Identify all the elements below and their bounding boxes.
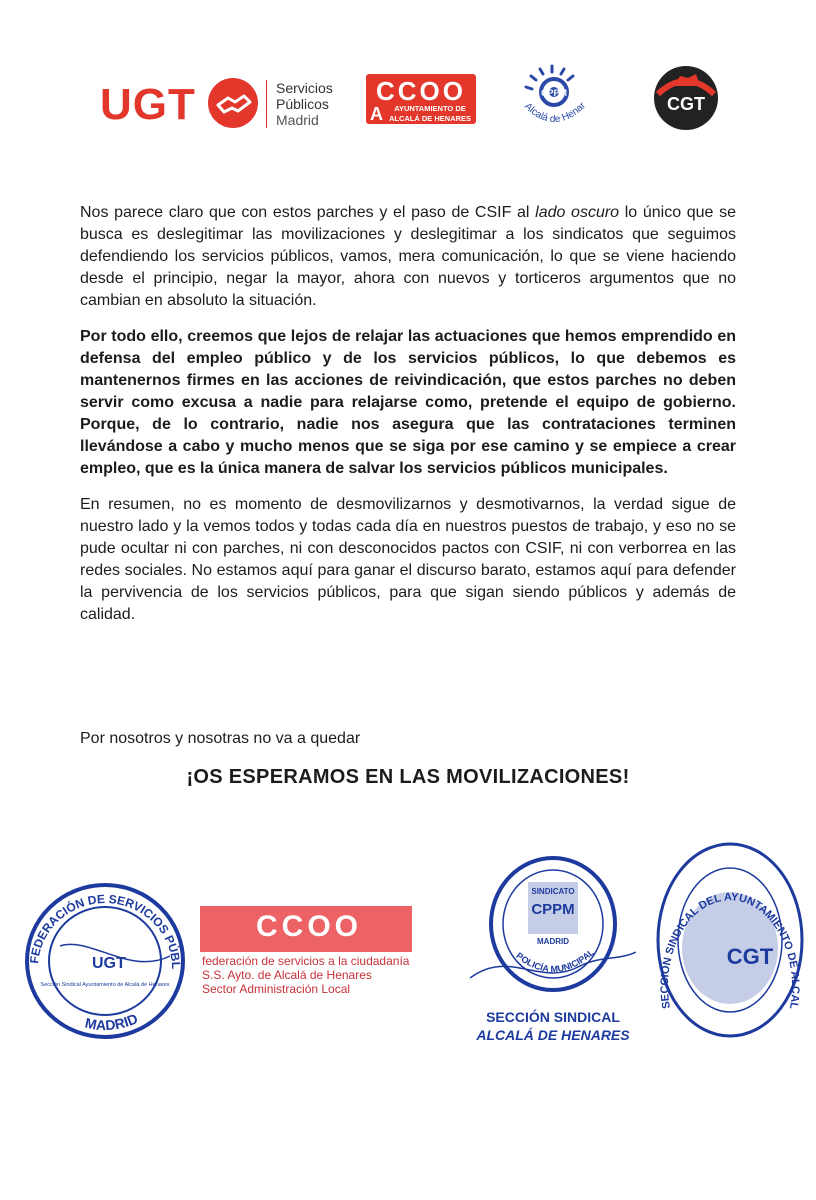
cgt-stamp: [640, 838, 810, 1053]
cppm-logo: [512, 62, 592, 132]
letter-body: [80, 202, 736, 640]
handshake-icon: [208, 78, 258, 128]
svg-text:Alcalá de Henares: Alcalá de Henar: [522, 100, 589, 126]
cppm-emblem-icon: [512, 62, 592, 132]
ugt-divider: [266, 80, 267, 128]
svg-text:Sección Sindical Ayuntamiento: Sección Sindical Ayuntamiento de Alcalá de Henares: [40, 982, 170, 988]
ugt-stamp: [20, 876, 190, 1051]
ccoo-stamp: [200, 906, 412, 1008]
ccoo-wordmark: CCOO: [376, 76, 466, 106]
svg-text:SINDICATO: SINDICATO: [531, 887, 575, 896]
svg-text:CGT: CGT: [726, 944, 774, 969]
paragraph-1: Nos parece claro que con estos parches y el paso de CSIF al lado oscuro lo único que se busca es deslegitimar las movilizaciones y deslegitimar a los sindicatos que seguimos defendiendo los servicios públicos, vamos, mera comunicación, lo que se viene haciendo desde el principio, negar la mayor, ahora con nuevos y torticeros argumentos que no cambian en absoluto la situación.: [80, 204, 737, 309]
svg-text:MADRID: MADRID: [83, 1010, 140, 1034]
ccoo-stamp-wordmark: CCOO: [256, 910, 362, 943]
svg-text:CGT: CGT: [667, 94, 705, 114]
ccoo-stamp-line3: Sector Administración Local: [202, 982, 351, 996]
svg-text:POLICÍA MUNICIPAL: POLICÍA MUNICIPAL: [514, 947, 597, 975]
svg-text:CPPM: CPPM: [531, 901, 575, 918]
ccoo-logo: [366, 74, 476, 124]
ccoo-logo-line2: ALCALÁ DE HENARES: [388, 114, 472, 123]
ugt-wordmark: UGT: [100, 80, 196, 129]
ccoo-logo-line1: AYUNTAMIENTO DE: [394, 104, 466, 113]
cppm-stamp: [470, 848, 636, 1013]
ccoo-stamp-line2: S.S. Ayto. de Alcalá de Henares: [202, 968, 372, 982]
svg-text:UGT: UGT: [92, 955, 126, 972]
svg-text:CPPM: CPPM: [540, 88, 568, 98]
cgt-seal-icon: [640, 838, 810, 1048]
ccoo-a-letter: A: [370, 104, 383, 124]
italic-phrase: lado oscuro: [535, 204, 620, 221]
svg-text:MADRID: MADRID: [537, 937, 569, 946]
svg-text:FEDERACIÓN DE SERVICIOS PÚBLIC: FEDERACIÓN DE SERVICIOS PÚBL: [27, 891, 184, 970]
cppm-caption: SECCIÓN SINDICAL ALCALÁ DE HENARES: [476, 1009, 630, 1043]
paragraph-3: En resumen, no es momento de desmovilizarnos y desmotivarnos, la verdad sigue de nuestro lado y la vemos todos y todas cada día en nuestros puestos de trabajo, y eso no se pude ocultar ni con parches, ni con desconocidos pactos con CSIF, ni con verborrea en las redes sociales. No estamos aquí para ganar el discurso barato, estamos aquí para defender la pervivencia de los servicios públicos, para que sigan siendo públicos y además de calidad.: [80, 496, 736, 623]
cgt-logo: [652, 64, 720, 132]
cgt-emblem-icon: [652, 64, 720, 132]
svg-text:SECCIÓN SINDICAL DEL AYUNTAMIE: SECCIÓN SINDICAL DEL AYUNTAMIENTO DE ALCAL: [658, 891, 802, 1011]
ugt-seal-icon: [20, 876, 190, 1046]
call-to-action-headline: ¡OS ESPERAMOS EN LAS MOVILIZACIONES!: [186, 766, 630, 788]
closing-line: Por nosotros y nosotras no va a quedar: [80, 730, 361, 747]
ccoo-stamp-line1: federación de servicios a la ciudadanía: [202, 954, 410, 968]
ugt-subtitle: Servicios Públicos Madrid: [276, 80, 333, 128]
cppm-seal-icon: [470, 848, 636, 1008]
paragraph-2: Por todo ello, creemos que lejos de relajar las actuaciones que hemos emprendido en defensa del empleo público y de los servicios públicos, lo que debemos es mantenernos firmes en las acciones de reivindicación, que estos parches no deben servir como excusa a nadie para relajarse como, pretende el equipo de gobierno. Porque, de lo contrario, nadie nos asegura que las contrataciones terminen llevándose a cabo y mucho menos que se siga por ese camino y se empiece a crear empleo, que es la única manera de salvar los servicios públicos municipales.: [80, 328, 736, 477]
